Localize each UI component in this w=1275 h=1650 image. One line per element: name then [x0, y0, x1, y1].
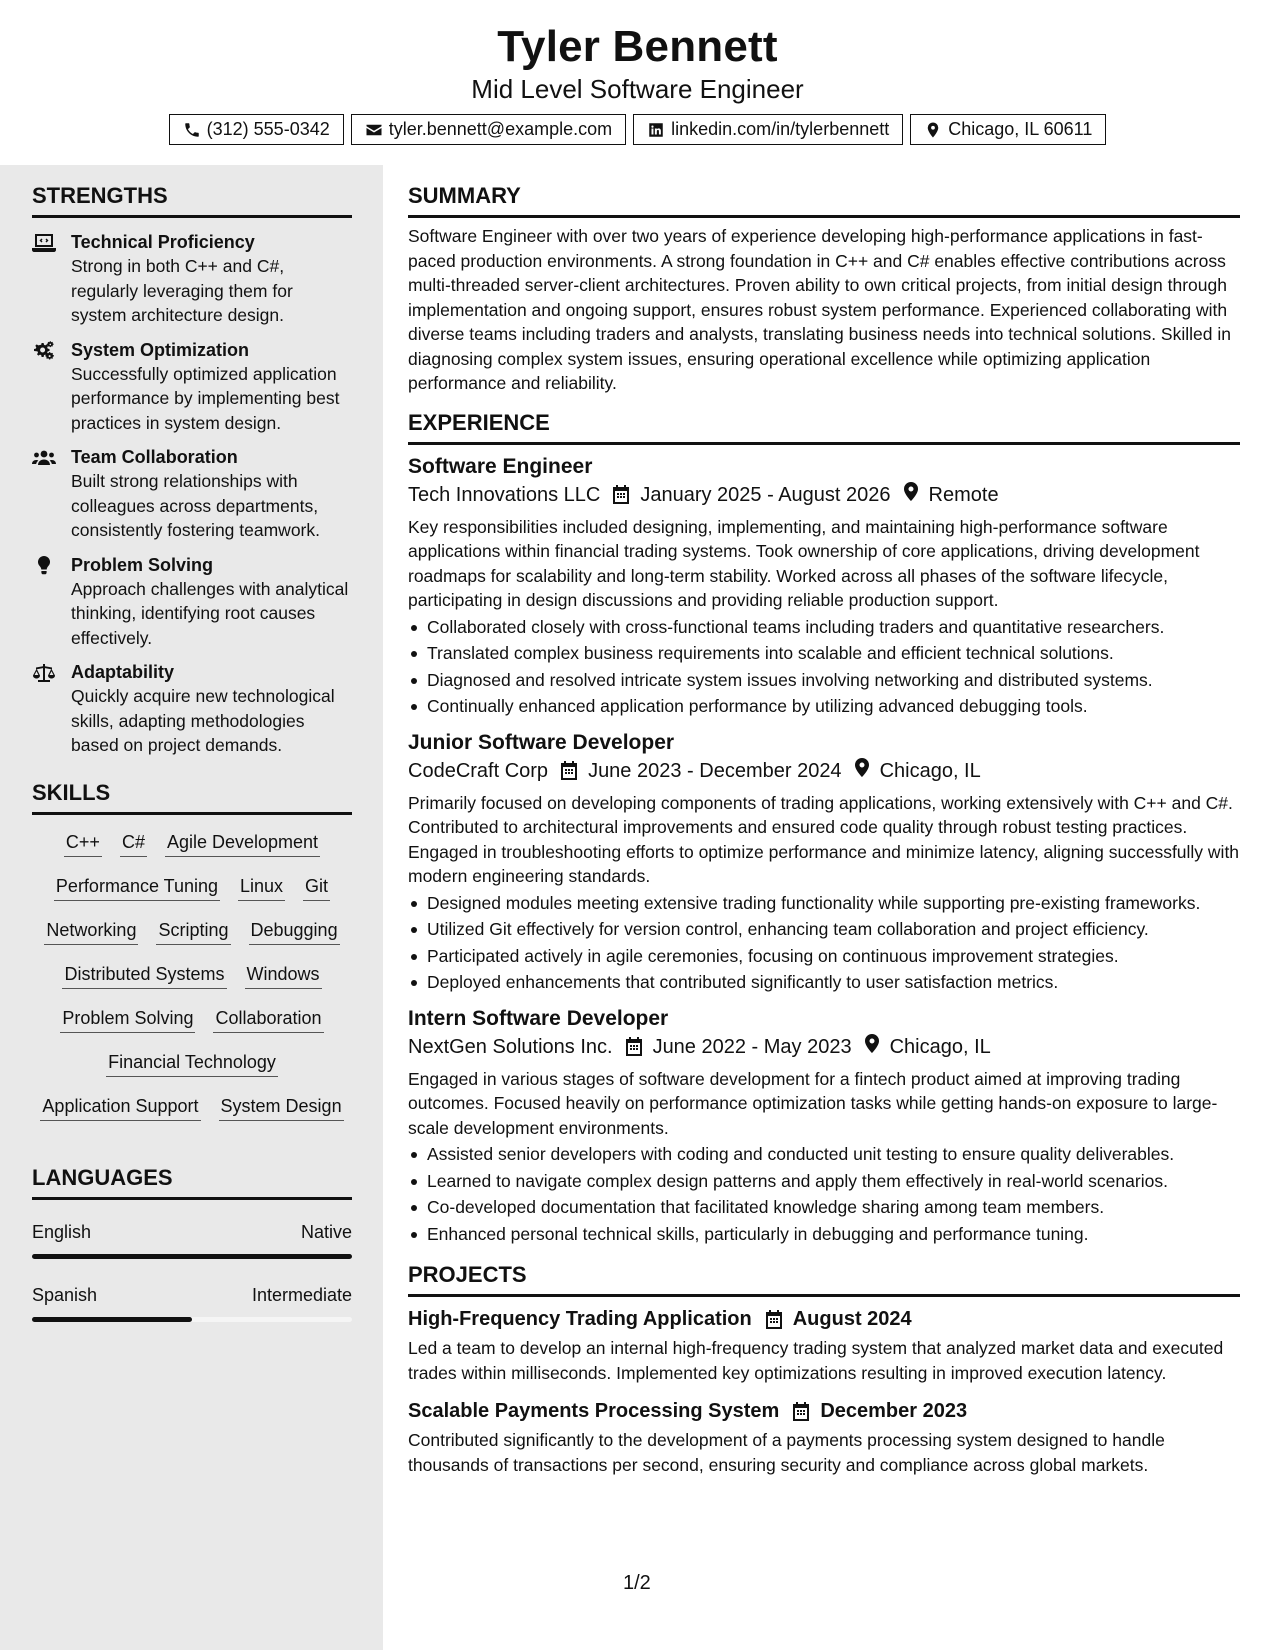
strength-item	[32, 660, 352, 758]
skill-tag: Windows	[245, 962, 322, 989]
project-description: Led a team to develop an internal high-frequency trading system that analyzed market data and executed trades within milliseconds. Implemented key optimizations resulting in improved execution latency.	[408, 1338, 1224, 1383]
laptop-code-icon	[32, 233, 56, 253]
language-name: Spanish	[32, 1284, 98, 1305]
job-bullet: Translated complex business requirements into scalable and efficient technical solutions.	[408, 641, 1240, 666]
calendar-icon	[625, 1037, 643, 1056]
job-bullet: Deployed enhancements that contributed significantly to user satisfaction metrics.	[408, 970, 1240, 995]
users-icon	[32, 448, 56, 468]
skill-tag: Git	[303, 874, 330, 901]
contact-linkedin[interactable]	[633, 114, 903, 145]
job-bullet: Designed modules meeting extensive trading functionality while supporting pre-existing frameworks.	[408, 891, 1240, 916]
language-item	[32, 1222, 352, 1259]
job-bullet: Co-developed documentation that facilitated knowledge sharing among team members.	[408, 1195, 1240, 1220]
map-pin-icon	[864, 1034, 880, 1053]
strength-title: Team Collaboration	[71, 447, 238, 467]
strength-title: Problem Solving	[71, 554, 214, 575]
candidate-name: Tyler Bennett	[497, 22, 778, 71]
strength-title: Technical Proficiency	[71, 232, 255, 252]
scale-balanced-icon	[32, 663, 56, 683]
project-name: High-Frequency Trading Application	[408, 1308, 752, 1330]
map-pin-icon	[854, 758, 870, 777]
strength-desc: Successfully optimized application performance by implementing best practices in system design.	[71, 363, 340, 433]
phone-text: (312) 555-0342	[206, 119, 330, 139]
job-meta	[408, 757, 1240, 785]
job-bullet: Participated actively in agile ceremonies, focusing on continuous improvement strategies.	[408, 944, 1240, 969]
lightbulb-icon	[32, 556, 56, 576]
project-name: Scalable Payments Processing System	[408, 1400, 780, 1422]
email-text: tyler.bennett@example.com	[388, 119, 613, 139]
language-proficiency-bar	[32, 1317, 352, 1322]
linkedin-text: linkedin.com/in/tylerbennett	[671, 119, 890, 139]
job-meta	[408, 481, 1240, 509]
language-name: English	[32, 1221, 92, 1242]
job-entry	[408, 729, 1240, 995]
language-item	[32, 1285, 352, 1322]
job-description: Engaged in various stages of software development for a fintech product aimed at improving trading outcomes. Focused heavily on performance optimization tasks while getting hands-on exposure to large-scale development environments.	[408, 1068, 1218, 1138]
page-number: 1/2	[623, 1572, 651, 1594]
contact-email[interactable]	[351, 114, 626, 145]
skill-tag: Linux	[238, 874, 285, 901]
job-bullet: Assisted senior developers with coding and conducted unit testing to ensure quality deliverables.	[408, 1142, 1240, 1167]
skill-tag: Financial Technology	[106, 1050, 278, 1077]
skill-tag: System Design	[219, 1094, 344, 1121]
map-pin-icon	[903, 482, 919, 501]
candidate-role: Mid Level Software Engineer	[471, 74, 804, 104]
strength-desc: Strong in both C++ and C#, regularly leveraging them for system architecture design.	[71, 256, 293, 325]
strength-item	[32, 338, 352, 436]
language-proficiency-fill	[32, 1317, 192, 1322]
job-location: Chicago, IL	[889, 1035, 991, 1058]
skill-tag: Problem Solving	[60, 1006, 195, 1033]
skill-tag: C#	[120, 830, 147, 857]
strength-desc: Built strong relationships with colleagues across departments, consistently fostering teamwork.	[71, 471, 320, 540]
language-level: Intermediate	[251, 1284, 352, 1305]
summary-heading: SUMMARY	[408, 183, 1240, 218]
phone-icon	[183, 121, 201, 139]
skill-tag: Performance Tuning	[54, 874, 220, 901]
job-location: Remote	[928, 483, 999, 506]
job-bullets	[408, 615, 1240, 719]
calendar-icon	[765, 1310, 783, 1329]
strength-title: Adaptability	[71, 662, 175, 682]
job-bullet: Utilized Git effectively for version control, enhancing team collaboration and project efficiency.	[408, 917, 1240, 942]
linkedin-icon	[647, 121, 665, 139]
location-text: Chicago, IL 60611	[948, 119, 1093, 139]
job-title: Software Engineer	[408, 454, 593, 478]
calendar-icon	[560, 761, 578, 780]
job-dates: June 2022 - May 2023	[652, 1035, 852, 1058]
skills-heading: SKILLS	[32, 780, 352, 815]
map-pin-icon	[924, 121, 942, 139]
job-description: Primarily focused on developing components of trading applications, working extensively with C++ and C#. Contributed to architectural improvements and ensured code quality through robust testing practices. Engaged in troubleshooting efforts to optimize performance and minimize latency, aligning successfully with modern engineering standards.	[408, 792, 1240, 886]
language-level: Native	[300, 1221, 352, 1242]
job-bullet: Collaborated closely with cross-functional teams including traders and quantitative researchers.	[408, 615, 1240, 640]
strength-title: System Optimization	[71, 339, 250, 360]
summary-text: Software Engineer with over two years of experience developing high-performance applications in fast-paced production environments. A strong foundation in C++ and C# enables effective contributions across multi-threaded server-client architectures. Proven ability to own critical projects, from initial design through implementation and ongoing support, ensures robust system performance. Experienced collaborating with diverse teams including traders and analysts, translating business needs into technical solutions. Skilled in diagnosing complex system issues, ensuring operational excellence while optimizing application performance and reliability.	[408, 226, 1231, 393]
gears-icon	[32, 341, 56, 361]
job-bullet: Continually enhanced application performance by utilizing advanced debugging tools.	[408, 694, 1240, 719]
main-content	[408, 165, 1240, 1477]
job-entry	[408, 453, 1240, 719]
language-proficiency-bar	[32, 1254, 352, 1259]
job-title: Junior Software Developer	[408, 730, 675, 754]
job-dates: January 2025 - August 2026	[640, 483, 891, 506]
job-bullets	[408, 891, 1240, 995]
language-proficiency-fill	[32, 1254, 352, 1259]
contact-phone[interactable]	[169, 114, 344, 145]
project-entry	[408, 1305, 1240, 1385]
job-title: Intern Software Developer	[408, 1006, 669, 1030]
job-bullet: Enhanced personal technical skills, particularly in debugging and performance tuning.	[408, 1222, 1240, 1247]
strength-item	[32, 445, 352, 543]
project-description: Contributed significantly to the development of a payments processing system designed to handle thousands of transactions per second, ensuring security and compliance across global markets.	[408, 1430, 1165, 1475]
strength-desc: Quickly acquire new technological skills, adapting methodologies based on project demands.	[71, 686, 335, 755]
skill-tag: Networking	[44, 918, 138, 945]
strength-item	[32, 230, 352, 328]
contact-bar	[0, 114, 1275, 145]
job-company: Tech Innovations LLC	[408, 483, 601, 506]
skills-list	[32, 830, 352, 1121]
languages-heading: LANGUAGES	[32, 1165, 352, 1200]
strength-item	[32, 553, 352, 651]
skill-tag: Collaboration	[213, 1006, 323, 1033]
skill-tag: C++	[64, 830, 102, 857]
job-meta	[408, 1033, 1240, 1061]
job-entry	[408, 1005, 1240, 1247]
job-dates: June 2023 - December 2024	[588, 759, 842, 782]
job-bullet: Diagnosed and resolved intricate system issues involving networking and distributed systems.	[408, 668, 1240, 693]
skill-tag: Debugging	[249, 918, 340, 945]
skill-tag: Distributed Systems	[62, 962, 226, 989]
skill-tag: Application Support	[40, 1094, 200, 1121]
job-description: Key responsibilities included designing, implementing, and maintaining high-performance software applications within financial trading systems. Took ownership of core applications, driving development roadmaps for scalability and long-term stability. Worked across all phases of the software lifecycle, participating in design discussions and providing reliable production support.	[408, 516, 1200, 610]
skill-tag: Agile Development	[165, 830, 320, 857]
resume-header	[0, 0, 1275, 165]
project-header	[408, 1305, 1240, 1333]
projects-heading: PROJECTS	[408, 1262, 1240, 1297]
job-company: CodeCraft Corp	[408, 759, 549, 782]
job-company: NextGen Solutions Inc.	[408, 1035, 613, 1058]
calendar-icon	[792, 1402, 810, 1421]
project-header	[408, 1397, 1240, 1425]
project-date: December 2023	[820, 1400, 968, 1422]
project-date: August 2024	[792, 1308, 912, 1330]
contact-location	[910, 114, 1106, 145]
job-bullets	[408, 1142, 1240, 1246]
envelope-icon	[365, 121, 383, 139]
job-bullet: Learned to navigate complex design patterns and apply them effectively in real-world scenarios.	[408, 1169, 1240, 1194]
job-location: Chicago, IL	[879, 759, 981, 782]
strengths-heading: STRENGTHS	[32, 183, 352, 218]
skill-tag: Scripting	[156, 918, 230, 945]
sidebar	[0, 165, 383, 1650]
calendar-icon	[612, 485, 630, 504]
experience-heading: EXPERIENCE	[408, 410, 1240, 445]
project-entry	[408, 1397, 1240, 1477]
strength-desc: Approach challenges with analytical thinking, identifying root causes effectively.	[71, 578, 349, 648]
